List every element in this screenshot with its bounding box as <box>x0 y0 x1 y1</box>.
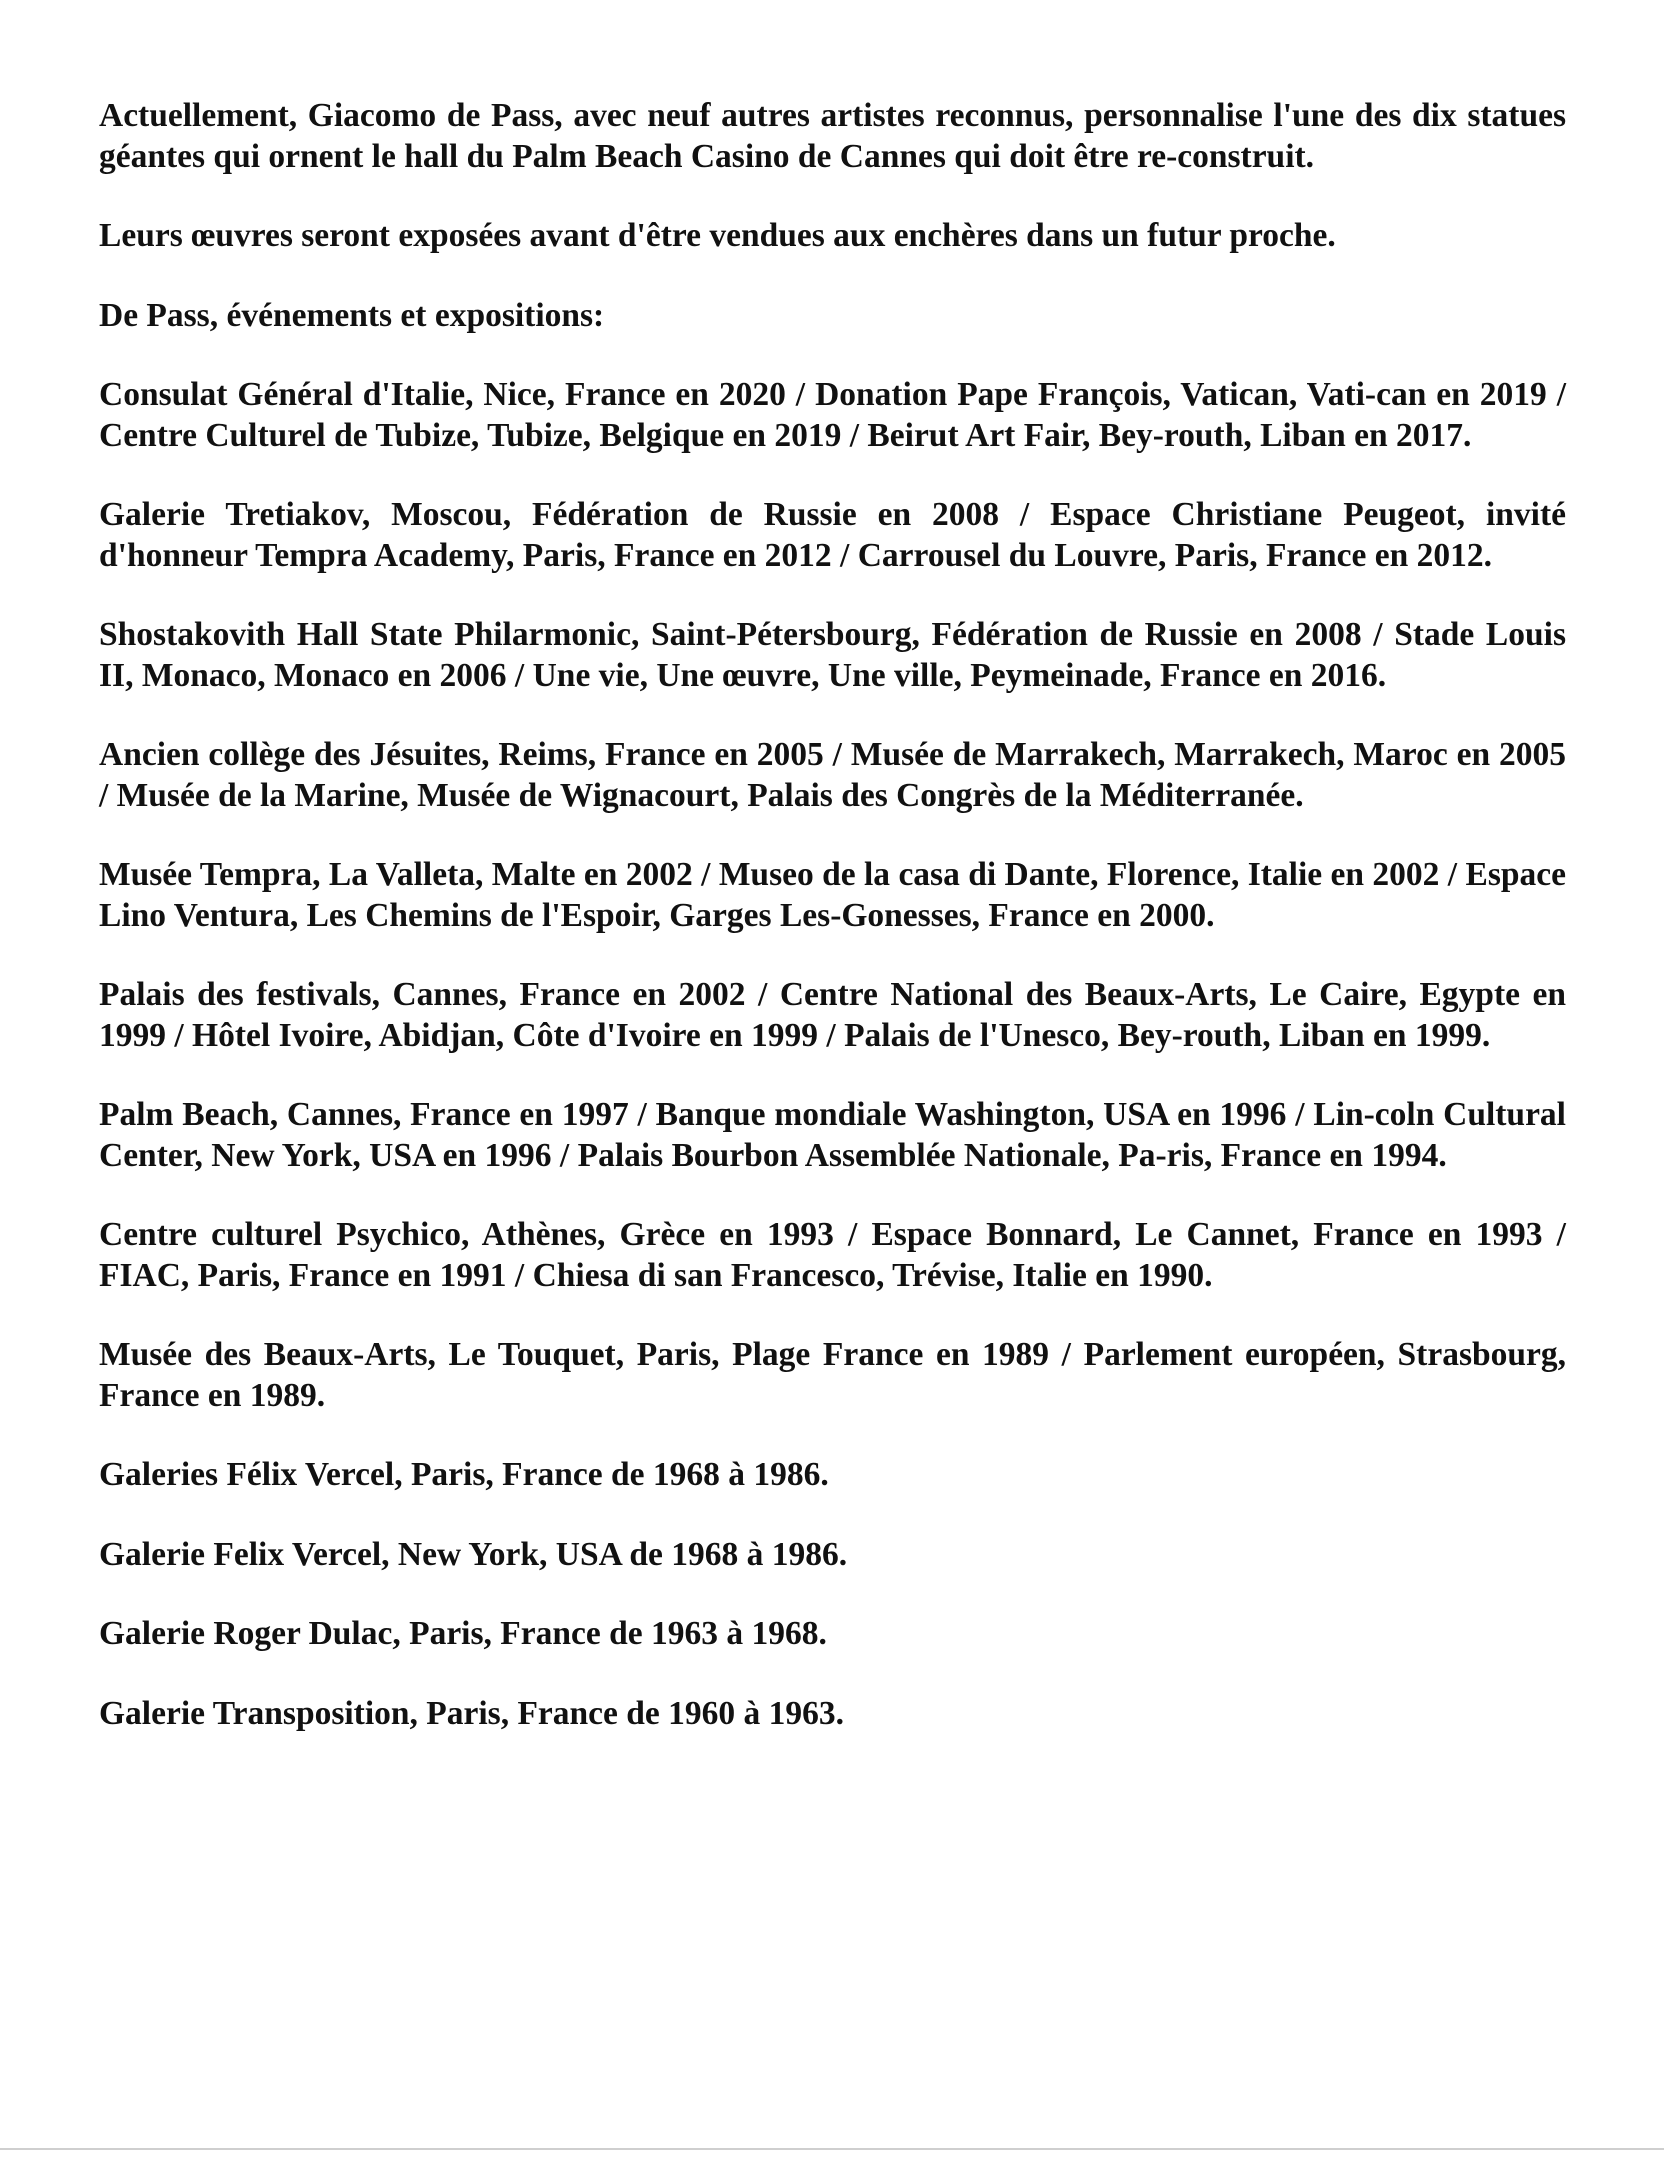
exhibition-paragraph: Palais des festivals, Cannes, France en 2002 / Centre National des Beaux-Arts, Le Caire, Egypte en 1999 / Hôtel Ivoire, Abidjan, Côte d'Ivoire en 1999 / Palais de l'Unesco, Bey-routh, Liban en 1999. <box>99 976 1566 1054</box>
paragraph-auction: Leurs œuvres seront exposées avant d'être vendues aux enchères dans un futur proche. <box>99 217 1336 254</box>
exhibition-paragraph: Centre culturel Psychico, Athènes, Grèce en 1993 / Espace Bonnard, Le Cannet, France en 1993 / FIAC, Paris, France en 1991 / Chiesa di san Francesco, Trévise, Italie en 1990. <box>99 1216 1566 1294</box>
exhibition-paragraph: Musée Tempra, La Valleta, Malte en 2002 / Museo de la casa di Dante, Florence, Italie en 2002 / Espace Lino Ventura, Les Chemins de l'Espoir, Garges Les-Gonesses, France en 2000. <box>99 856 1566 934</box>
exhibition-paragraph: Galerie Tretiakov, Moscou, Fédération de Russie en 2008 / Espace Christiane Peugeot, invité d'honneur Tempra Academy, Paris, France en 2012 / Carrousel du Louvre, Paris, France en 2012. <box>99 496 1566 574</box>
section-heading: De Pass, événements et expositions: <box>99 296 605 334</box>
gallery-line: Galerie Transposition, Paris, France de 1960 à 1963. <box>99 1694 845 1732</box>
exhibition-paragraph: Palm Beach, Cannes, France en 1997 / Banque mondiale Washington, USA en 1996 / Lin-coln Cultural Center, New York, USA en 1996 / Palais Bourbon Assemblée Nationale, Pa-ris, France en 1994. <box>99 1096 1566 1174</box>
gallery-line: Galerie Roger Dulac, Paris, France de 1963 à 1968. <box>99 1615 827 1652</box>
gallery-line: Galerie Felix Vercel, New York, USA de 1968 à 1986. <box>99 1535 848 1573</box>
document-body <box>99 96 1566 1773</box>
exhibition-paragraph: Ancien collège des Jésuites, Reims, France en 2005 / Musée de Marrakech, Marrakech, Maroc en 2005 / Musée de la Marine, Musée de Wignacourt, Palais des Congrès de la Méditerranée. <box>99 736 1566 814</box>
exhibition-paragraph: Musée des Beaux-Arts, Le Touquet, Paris, Plage France en 1989 / Parlement européen, Strasbourg, France en 1989. <box>99 1336 1566 1414</box>
exhibition-paragraph: Shostakovith Hall State Philarmonic, Saint-Pétersbourg, Fédération de Russie en 2008 / Stade Louis II, Monaco, Monaco en 2006 / Une vie, Une œuvre, Une ville, Peymeinade, France en 2016. <box>99 616 1566 694</box>
exhibition-paragraph: Consulat Général d'Italie, Nice, France en 2020 / Donation Pape François, Vatican, Vati-can en 2019 / Centre Culturel de Tubize, Tubize, Belgique en 2019 / Beirut Art Fair, Bey-routh, Liban en 2017. <box>99 376 1566 454</box>
gallery-line: Galeries Félix Vercel, Paris, France de 1968 à 1986. <box>99 1456 829 1493</box>
paragraph-intro: Actuellement, Giacomo de Pass, avec neuf autres artistes reconnus, personnalise l'une des dix statues géantes qui ornent le hall du Palm Beach Casino de Cannes qui doit être re-construit. <box>99 97 1566 175</box>
page-bottom-divider <box>0 2148 1664 2150</box>
